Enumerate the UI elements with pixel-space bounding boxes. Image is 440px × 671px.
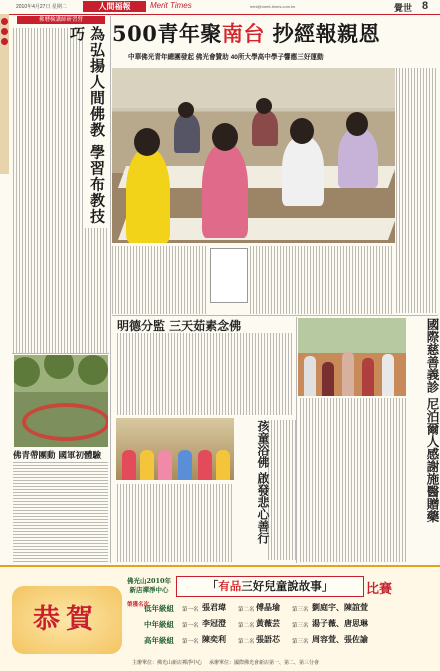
tree-shape bbox=[14, 357, 40, 387]
group-name: 高年級組 bbox=[144, 636, 174, 645]
rank-label: 第三名 bbox=[292, 639, 309, 645]
vegetarian-headline: 明德分監 三天茹素念佛 bbox=[117, 319, 242, 333]
children-buddha-headline: 孩童浴佛 啟發悲心善行 bbox=[256, 420, 270, 545]
student-head bbox=[346, 112, 368, 136]
children-article-body bbox=[268, 420, 296, 560]
tree-shape bbox=[78, 355, 108, 385]
photo-caption-box bbox=[210, 248, 248, 303]
child-figure bbox=[158, 450, 172, 480]
bathing-buddha-photo bbox=[116, 418, 234, 480]
rank-label: 第三名 bbox=[292, 607, 309, 613]
student-head bbox=[212, 123, 238, 151]
winner-name: 湯子薇、唐思琳 bbox=[312, 618, 368, 628]
rank-label: 第一名 bbox=[182, 607, 199, 613]
left-kicker: 佛曆檢講師研習營 bbox=[17, 16, 105, 24]
left-ribbon bbox=[0, 14, 9, 174]
charity-clinic-headline: 國際慈善義診 尼泊爾人感謝施醫贈藥 bbox=[425, 318, 440, 523]
bathing-buddha-article bbox=[117, 484, 234, 562]
person-figure bbox=[304, 356, 316, 396]
left-photo-article bbox=[13, 462, 108, 562]
student-head bbox=[178, 102, 194, 118]
student-figure bbox=[338, 128, 378, 188]
charity-clinic-article bbox=[300, 398, 408, 562]
rank-label: 第三名 bbox=[292, 623, 309, 629]
child-figure bbox=[140, 450, 154, 480]
person-figure bbox=[322, 362, 334, 396]
winner-name: 張語芯 bbox=[256, 634, 280, 644]
column-rule bbox=[296, 317, 297, 563]
winner-name: 張君瑋 bbox=[202, 602, 226, 612]
child-figure bbox=[178, 450, 192, 480]
people-circle bbox=[22, 403, 108, 441]
congratulation-text: 恭賀 bbox=[33, 604, 99, 635]
student-head bbox=[134, 128, 160, 156]
contest-title bbox=[176, 576, 364, 597]
co-organizer-text: 承辦單位：國際佛光會新店第一、第二、第三分會 bbox=[208, 660, 319, 666]
rank-label: 第一名 bbox=[182, 639, 199, 645]
rank-label: 第二名 bbox=[238, 639, 255, 645]
contact-email: mtnl@merit-times.com.tw bbox=[250, 4, 296, 9]
student-figure bbox=[202, 143, 248, 238]
rank-label: 第二名 bbox=[238, 607, 255, 613]
army-group-photo bbox=[14, 355, 108, 447]
child-figure bbox=[122, 450, 136, 480]
student-head bbox=[256, 98, 272, 114]
left-photo-headline: 佛青帶團動 國軍初體驗 bbox=[13, 451, 101, 461]
rank-label: 第二名 bbox=[238, 623, 255, 629]
student-figure bbox=[282, 136, 324, 206]
student-figure bbox=[126, 148, 170, 243]
student-figure bbox=[174, 113, 200, 153]
student-head bbox=[290, 118, 314, 144]
ornament-icon bbox=[1, 38, 8, 45]
column-rule bbox=[110, 16, 111, 563]
ornament-icon bbox=[1, 28, 8, 35]
winner-name: 劉庭宇、陳誼萱 bbox=[312, 602, 368, 612]
child-figure bbox=[216, 450, 230, 480]
right-column-article bbox=[396, 68, 438, 313]
contest-title-b: 三好兒童說故事」 bbox=[241, 579, 334, 593]
main-article-body-2 bbox=[250, 246, 394, 314]
tree-shape bbox=[44, 355, 74, 379]
winner-name: 李冠澄 bbox=[202, 618, 226, 628]
winner-name: 周容萱、張佐諭 bbox=[312, 634, 368, 644]
main-headline-part-a: 500青年聚 bbox=[112, 21, 222, 46]
organizer-text: 主辦單位：佛光山新店禪淨中心 bbox=[132, 660, 203, 666]
winner-name: 傅晶瑜 bbox=[256, 602, 280, 612]
newspaper-logo: 人間福報 bbox=[83, 1, 146, 12]
left-article-body-2 bbox=[85, 228, 107, 353]
medical-mission-photo bbox=[298, 318, 406, 396]
group-name: 低年級組 bbox=[144, 604, 174, 613]
group-name: 中年級組 bbox=[144, 620, 174, 629]
rank-label: 第一名 bbox=[182, 623, 199, 629]
left-article-body bbox=[13, 28, 83, 353]
person-figure bbox=[382, 354, 394, 396]
main-headline bbox=[112, 18, 398, 48]
child-figure bbox=[198, 450, 212, 480]
main-headline-highlight: 南台 bbox=[221, 21, 265, 46]
section-name: 覺世 bbox=[394, 4, 413, 14]
divider bbox=[12, 353, 109, 354]
student-figure bbox=[252, 110, 278, 146]
newspaper-logo-english: Merit Times bbox=[150, 1, 192, 10]
page-number: 8 bbox=[422, 0, 429, 12]
person-figure bbox=[342, 352, 354, 396]
sutra-copying-photo bbox=[112, 68, 395, 243]
left-headline: 為弘揚人間佛教 學習布教技巧 bbox=[68, 26, 106, 225]
divider bbox=[112, 315, 438, 316]
person-figure bbox=[362, 358, 374, 396]
award-label: 榮獲名次 bbox=[127, 602, 150, 608]
contest-title-a: 「 bbox=[206, 579, 219, 593]
vegetarian-article-body bbox=[117, 333, 292, 415]
ad-organizer: 佛光山2010年 新店禪淨中心 bbox=[126, 577, 172, 594]
main-article-body bbox=[112, 246, 208, 314]
ad-footer bbox=[132, 659, 412, 666]
winner-name: 陳奕利 bbox=[202, 634, 226, 644]
contest-label: 比賽 bbox=[366, 582, 393, 597]
main-subheadline: 中華佛光青年總團發起 佛光會贊助 40所大學高中學子響應三好運動 bbox=[128, 54, 324, 61]
winner-name: 黃薇芸 bbox=[256, 618, 280, 628]
ornament-icon bbox=[1, 18, 8, 25]
contest-title-highlight: 有品 bbox=[218, 579, 242, 593]
main-headline-part-b: 抄經報親恩 bbox=[264, 21, 381, 46]
hall-wall bbox=[112, 68, 395, 108]
masthead bbox=[0, 0, 440, 15]
issue-date: 2010年4月27日 星期二 bbox=[16, 4, 67, 10]
